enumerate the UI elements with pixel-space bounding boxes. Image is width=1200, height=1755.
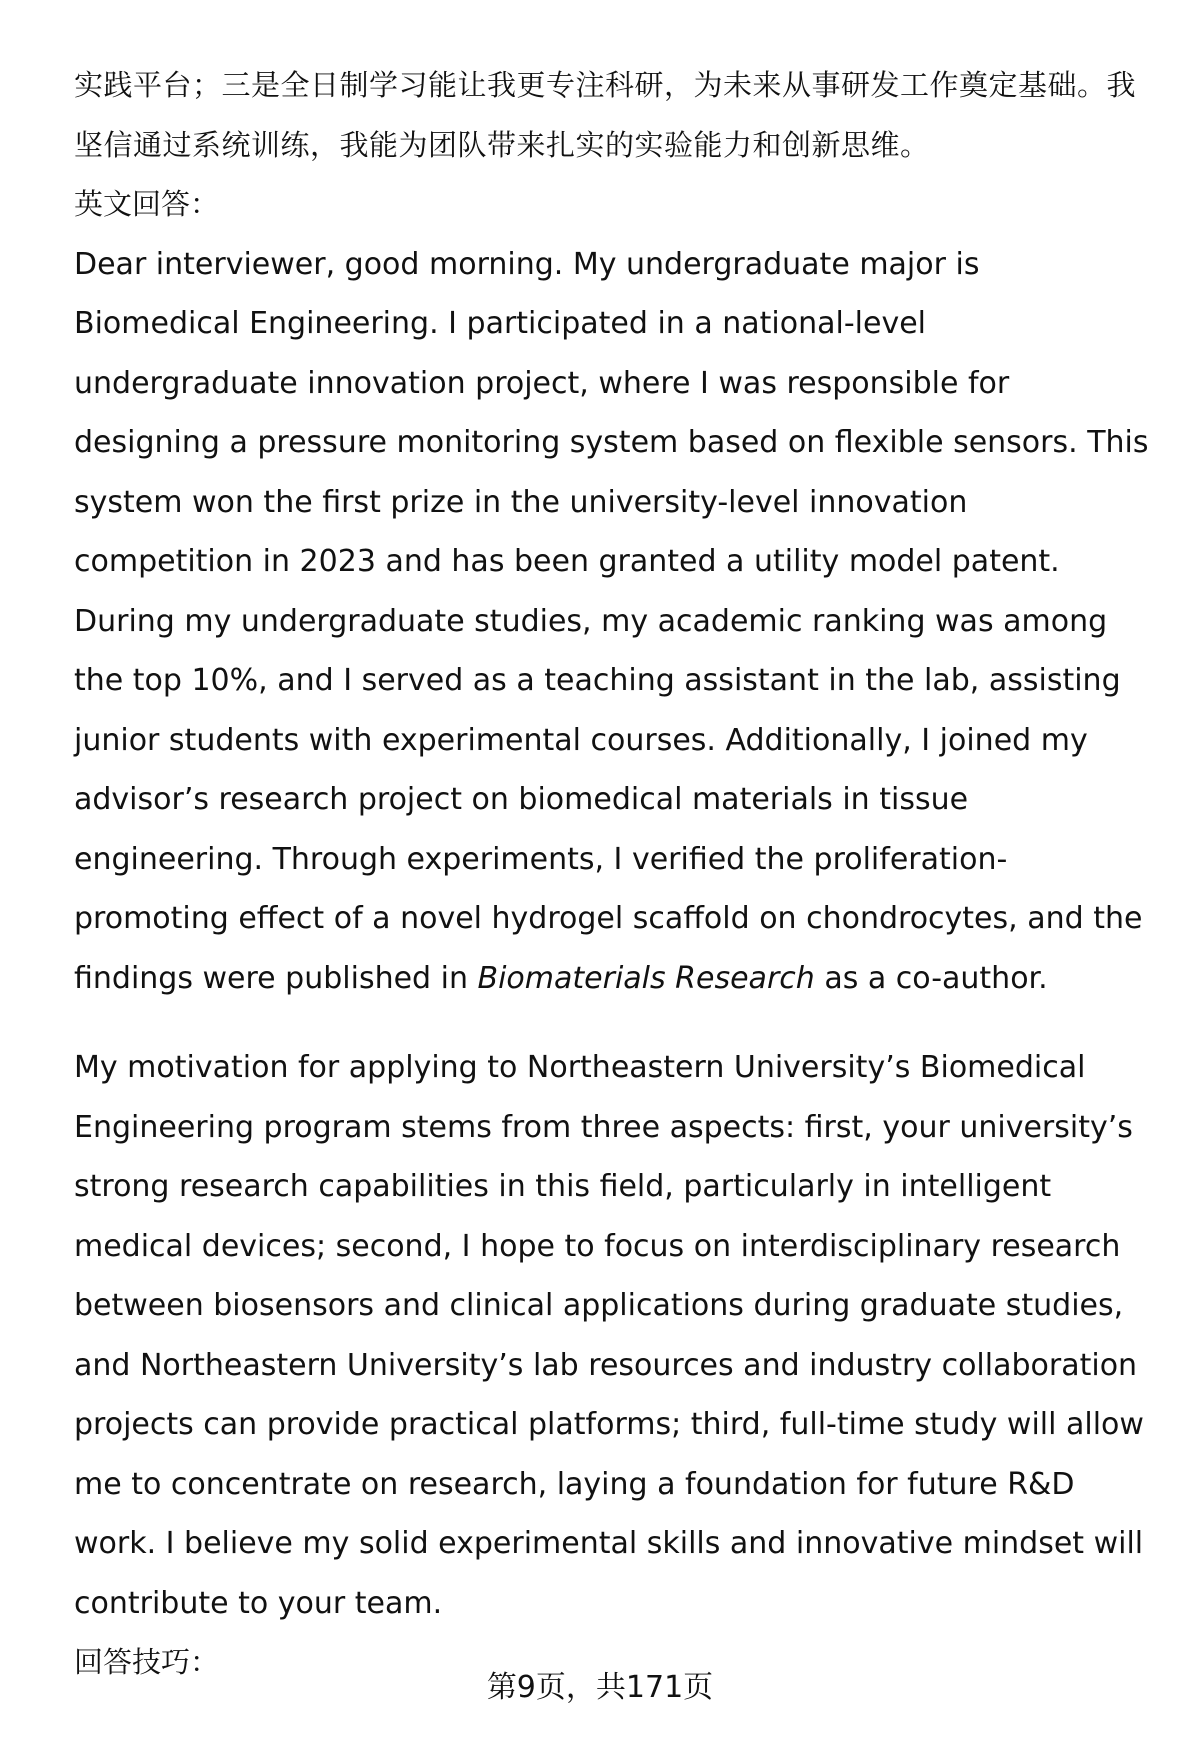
tips-heading: 回答技巧： (74, 1645, 220, 1679)
english-paragraph-2: My motivation for applying to Northeastern University’s Biomedical Engineering program stems from three aspects: first, your university’s strong research capabilities in this field, particularly in intelligent medical devices; second, I hope to focus on interdisciplinary research between biosensors and clinical applications during graduate studies, and Northeastern University’s lab resources and industry collaboration projects can provide practical platforms; third, full-time study will allow me to concentrate on research, laying a foundation for future R&D work. I believe my solid experimental skills and innovative mindset will contribute to your team. (74, 1050, 1144, 1621)
intro-chinese-paragraph: 实践平台；三是全日制学习能让我更专注科研，为未来从事研发工作奠定基础。我坚信通过系统训练，我能为团队带来扎实的实验能力和创新思维。 (74, 68, 1137, 162)
document-page (74, 56, 1154, 1693)
page-indicator: 第9页，共171页 (486, 1670, 714, 1705)
english-answer-heading: 英文回答： (74, 187, 220, 221)
journal-title: Biomaterials Research (477, 960, 815, 996)
english-paragraph-1-text: Dear interviewer, good morning. My undergraduate major is Biomedical Engineering. I participated in a national-level undergraduate innovation project, where I was responsible for designing a pressure monitoring system based on flexible sensors. This system won the first prize in the university-level innovation competition in 2023 and has been granted a utility model patent. During my undergraduate studies, my academic ranking was among the top 10%, and I served as a teaching assistant in the lab, assisting junior students with experimental courses. Additionally, I joined my advisor’s research project on biomedical materials in tissue engineering. Through experiments, I verified the proliferation-promoting effect of a novel hydrogel scaffold on chondrocytes, and the findings were published in (74, 246, 1149, 996)
english-paragraph-1-tail: as a co-author. (814, 960, 1048, 996)
english-paragraph-1 (74, 235, 1154, 1009)
